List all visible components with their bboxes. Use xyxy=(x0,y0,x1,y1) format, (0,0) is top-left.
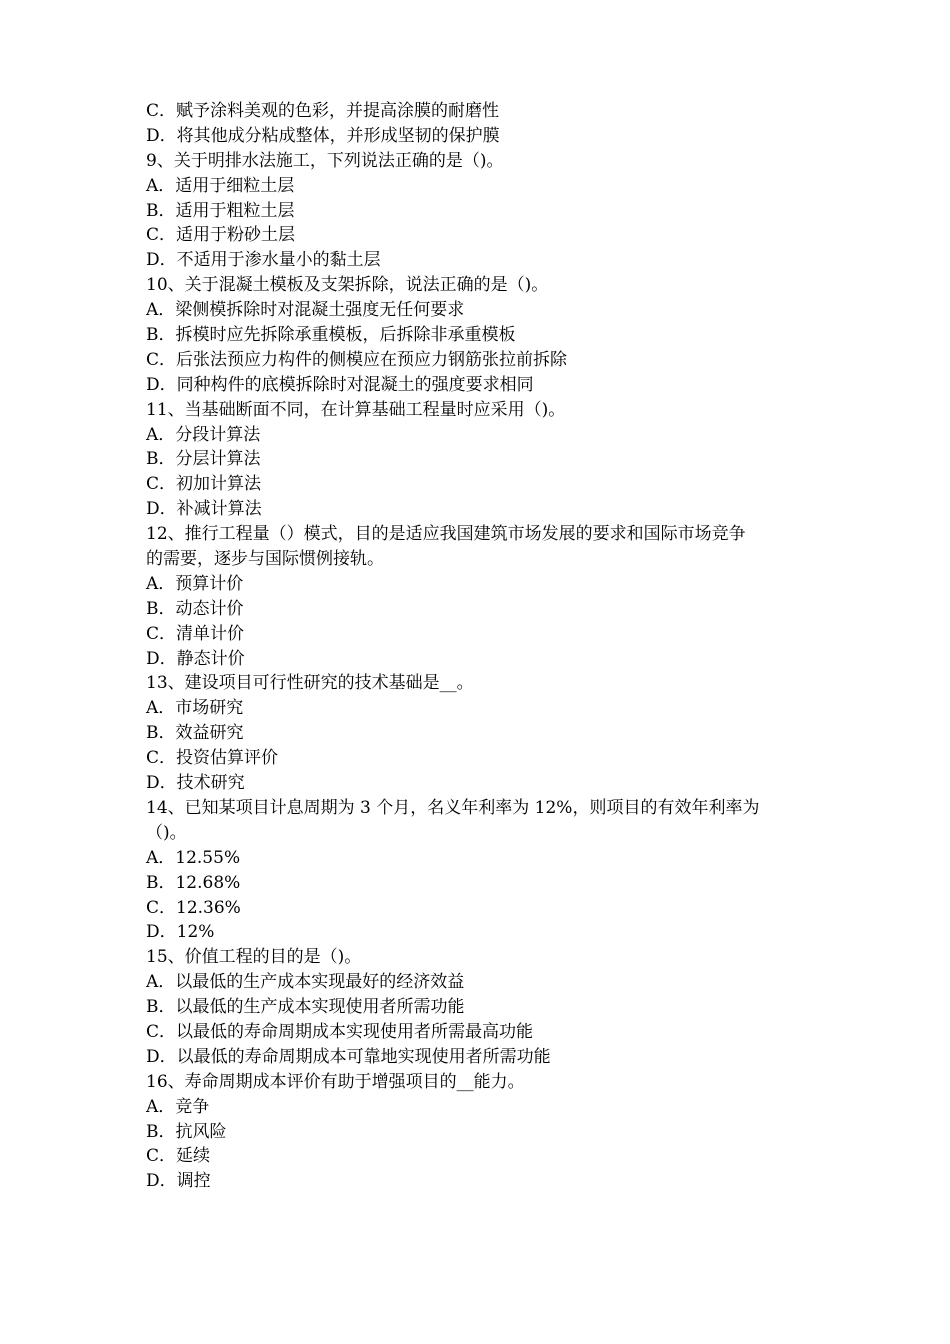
option-line: A．分段计算法 xyxy=(146,424,261,445)
question-text-block xyxy=(146,99,826,1194)
question-line-continued: （)。 xyxy=(146,822,187,843)
question-line: 12、推行工程量（）模式，目的是适应我国建筑市场发展的要求和国际市场竞争 xyxy=(146,524,746,545)
option-line: A．12.55% xyxy=(146,847,241,868)
option-line: A．梁侧模拆除时对混凝土强度无任何要求 xyxy=(146,300,465,321)
option-line: A．以最低的生产成本实现最好的经济效益 xyxy=(146,972,465,993)
option-line: B．拆模时应先拆除承重模板，后拆除非承重模板 xyxy=(146,325,516,346)
question-line: 16、寿命周期成本评价有助于增强项目的__能力。 xyxy=(146,1071,525,1092)
option-line: C．赋予涂料美观的色彩，并提高涂膜的耐磨性 xyxy=(146,101,500,121)
option-line: C．以最低的寿命周期成本实现使用者所需最高功能 xyxy=(146,1021,534,1042)
option-line: D．静态计价 xyxy=(146,648,245,669)
option-line: D．调控 xyxy=(146,1171,211,1192)
option-line: D．同种构件的底模拆除时对混凝土的强度要求相同 xyxy=(146,374,534,395)
question-line: 11、当基础断面不同，在计算基础工程量时应采用（)。 xyxy=(146,399,566,420)
option-line: A．适用于细粒土层 xyxy=(146,175,295,196)
option-line: B．抗风险 xyxy=(146,1121,227,1142)
option-line: D．补减计算法 xyxy=(146,499,262,520)
option-line: C．后张法预应力构件的侧模应在预应力钢筋张拉前拆除 xyxy=(146,349,568,370)
option-line: C．12.36% xyxy=(146,897,241,918)
question-line: 13、建设项目可行性研究的技术基础是__。 xyxy=(146,673,474,694)
question-line: 15、价值工程的目的是（)。 xyxy=(146,947,362,968)
option-line: C．延续 xyxy=(146,1146,211,1167)
option-line: A．预算计价 xyxy=(146,573,244,594)
option-line: B．效益研究 xyxy=(146,723,244,744)
option-line: D．12% xyxy=(146,922,215,943)
question-line: 9、关于明排水法施工，下列说法正确的是（)。 xyxy=(146,150,504,171)
option-line: A．市场研究 xyxy=(146,698,244,719)
question-line: 10、关于混凝土模板及支架拆除，说法正确的是（)。 xyxy=(146,275,549,296)
option-line: A．竞争 xyxy=(146,1096,210,1117)
option-line: B．以最低的生产成本实现使用者所需功能 xyxy=(146,997,465,1018)
option-line: B．12.68% xyxy=(146,872,241,893)
option-line: C．初加计算法 xyxy=(146,474,262,495)
option-line: B．适用于粗粒土层 xyxy=(146,200,295,221)
question-line-continued: 的需要，逐步与国际惯例接轨。 xyxy=(146,549,384,570)
option-line: C．清单计价 xyxy=(146,623,245,644)
option-line: D．技术研究 xyxy=(146,773,245,794)
question-line: 14、已知某项目计息周期为 3 个月，名义年利率为 12%，则项目的有效年利率为 xyxy=(146,797,760,818)
option-line: C．适用于粉砂土层 xyxy=(146,225,296,246)
option-line: B．分层计算法 xyxy=(146,449,261,470)
option-line: D．将其他成分粘成整体，并形成坚韧的保护膜 xyxy=(146,125,500,146)
option-line: D．以最低的寿命周期成本可靠地实现使用者所需功能 xyxy=(146,1046,551,1067)
option-line: D．不适用于渗水量小的黏土层 xyxy=(146,250,381,271)
option-line: C．投资估算评价 xyxy=(146,748,279,769)
option-line: B．动态计价 xyxy=(146,598,244,619)
